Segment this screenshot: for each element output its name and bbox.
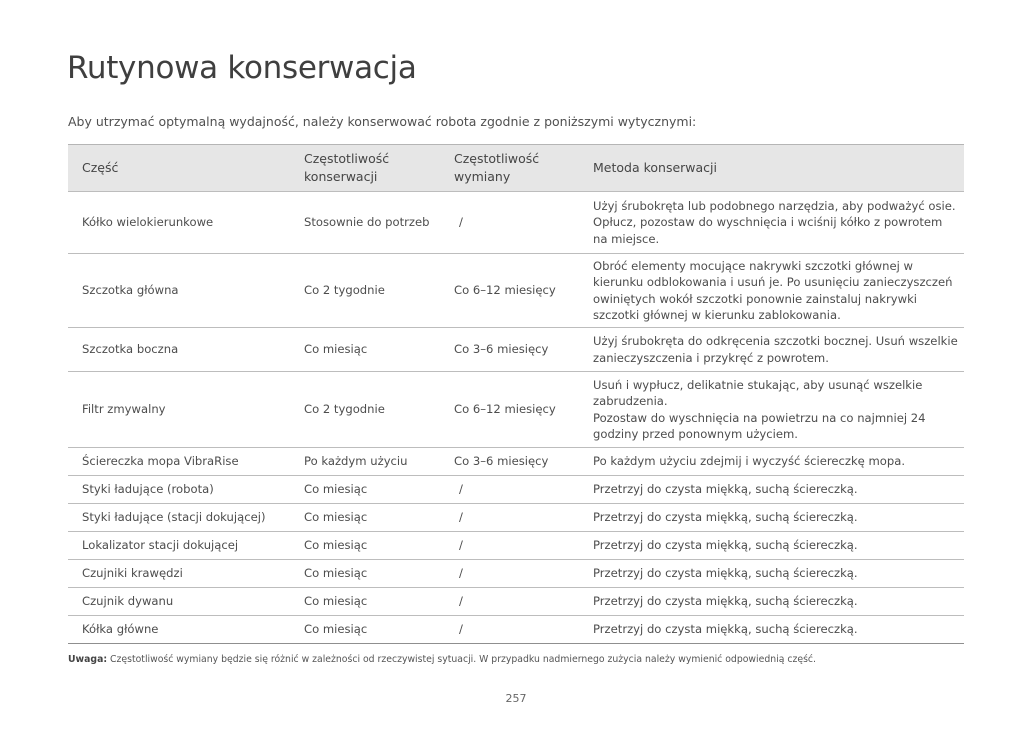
- cell-method: Po każdym użyciu zdejmij i wyczyść ściereczkę mopa.: [579, 448, 964, 476]
- cell-method: Przetrzyj do czysta miękką, suchą ściereczką.: [579, 476, 964, 504]
- table-row: [68, 448, 964, 476]
- cell-replacement-frequency: /: [440, 476, 579, 504]
- table-row: [68, 328, 964, 372]
- cell-replacement-frequency: Co 6–12 miesięcy: [440, 372, 579, 448]
- page-title: Rutynowa konserwacja: [67, 50, 417, 86]
- cell-method: Użyj śrubokręta lub podobnego narzędzia, aby podważyć osie. Opłucz, pozostaw do wyschnięcia i wciśnij kółko z powrotem na miejsce.: [579, 192, 964, 254]
- cell-maintenance-frequency: Co miesiąc: [290, 616, 440, 644]
- cell-part: Szczotka boczna: [68, 328, 290, 372]
- cell-method: Przetrzyj do czysta miękką, suchą ściereczką.: [579, 504, 964, 532]
- table-header-row: [68, 145, 964, 192]
- intro-text: Aby utrzymać optymalną wydajność, należy konserwować robota zgodnie z poniższymi wytycznymi:: [68, 114, 697, 129]
- cell-part: Filtr zmywalny: [68, 372, 290, 448]
- header-method: Metoda konserwacji: [579, 145, 964, 192]
- cell-replacement-frequency: /: [440, 192, 579, 254]
- cell-method: Użyj śrubokręta do odkręcenia szczotki bocznej. Usuń wszelkie zanieczyszczenia i przykręć z powrotem.: [579, 328, 964, 372]
- cell-part: Czujnik dywanu: [68, 588, 290, 616]
- cell-maintenance-frequency: Co miesiąc: [290, 504, 440, 532]
- cell-maintenance-frequency: Po każdym użyciu: [290, 448, 440, 476]
- cell-maintenance-frequency: Co 2 tygodnie: [290, 372, 440, 448]
- table-row: [68, 532, 964, 560]
- cell-method: Przetrzyj do czysta miękką, suchą ściereczką.: [579, 588, 964, 616]
- page-number: 257: [505, 692, 527, 705]
- cell-maintenance-frequency: Stosownie do potrzeb: [290, 192, 440, 254]
- footnote-label: Uwaga:: [68, 654, 108, 665]
- header-maintenance-frequency: Częstotliwość konserwacji: [290, 145, 440, 192]
- table-row: [68, 254, 964, 328]
- footnote: [68, 654, 816, 665]
- footnote-text: Częstotliwość wymiany będzie się różnić w zależności od rzeczywistej sytuacji. W przypadku nadmiernego zużycia należy wymienić odpowiednią część.: [110, 654, 816, 665]
- method-line-1: Usuń i wypłucz, delikatnie stukając, aby usunąć wszelkie zabrudzenia.: [593, 377, 923, 408]
- table-row: [68, 372, 964, 448]
- cell-part: Szczotka główna: [68, 254, 290, 328]
- table-row: [68, 588, 964, 616]
- cell-maintenance-frequency: Co miesiąc: [290, 328, 440, 372]
- cell-replacement-frequency: /: [440, 588, 579, 616]
- cell-part: Lokalizator stacji dokującej: [68, 532, 290, 560]
- cell-method: Przetrzyj do czysta miękką, suchą ściereczką.: [579, 532, 964, 560]
- cell-maintenance-frequency: Co miesiąc: [290, 532, 440, 560]
- maintenance-table: [68, 144, 964, 644]
- table-row: [68, 504, 964, 532]
- method-line-2: Pozostaw do wyschnięcia na powietrzu na co najmniej 24 godziny przed ponownym użyciem.: [593, 410, 926, 441]
- cell-maintenance-frequency: Co miesiąc: [290, 560, 440, 588]
- cell-part: Styki ładujące (robota): [68, 476, 290, 504]
- cell-part: Kółko wielokierunkowe: [68, 192, 290, 254]
- cell-method: Obróć elementy mocujące nakrywki szczotki głównej w kierunku odblokowania i usuń je. Po usunięciu zanieczyszczeń owiniętych wokół szczotki ponownie zainstaluj nakrywki szczotki głównej w kierunku zablokowania.: [579, 254, 964, 328]
- header-part: Część: [68, 145, 290, 192]
- cell-part: Kółka główne: [68, 616, 290, 644]
- cell-replacement-frequency: Co 3–6 miesięcy: [440, 448, 579, 476]
- cell-replacement-frequency: /: [440, 504, 579, 532]
- header-replacement-frequency: Częstotliwość wymiany: [440, 145, 579, 192]
- cell-replacement-frequency: Co 3–6 miesięcy: [440, 328, 579, 372]
- cell-maintenance-frequency: Co miesiąc: [290, 588, 440, 616]
- cell-part: Styki ładujące (stacji dokującej): [68, 504, 290, 532]
- cell-maintenance-frequency: Co 2 tygodnie: [290, 254, 440, 328]
- cell-method: Przetrzyj do czysta miękką, suchą ściereczką.: [579, 616, 964, 644]
- cell-replacement-frequency: /: [440, 532, 579, 560]
- cell-part: Ściereczka mopa VibraRise: [68, 448, 290, 476]
- table-row: [68, 192, 964, 254]
- cell-maintenance-frequency: Co miesiąc: [290, 476, 440, 504]
- table-row: [68, 476, 964, 504]
- cell-replacement-frequency: /: [440, 616, 579, 644]
- cell-method: Przetrzyj do czysta miękką, suchą ściereczką.: [579, 560, 964, 588]
- cell-method: [579, 372, 964, 448]
- cell-part: Czujniki krawędzi: [68, 560, 290, 588]
- cell-replacement-frequency: /: [440, 560, 579, 588]
- table-row: [68, 616, 964, 644]
- table-row: [68, 560, 964, 588]
- cell-replacement-frequency: Co 6–12 miesięcy: [440, 254, 579, 328]
